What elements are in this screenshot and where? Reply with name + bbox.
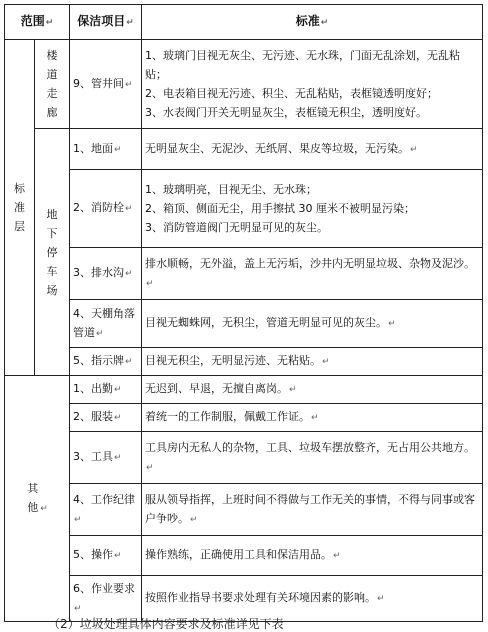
table-row [5,404,483,432]
standard-ground: 无明显灰尘、无泥沙、无纸屑、果皮等垃圾，无污染。↵ [142,129,483,170]
standard-line: 1、玻璃明亮，目视无尘、无水珠； [145,183,317,196]
standard-line: 1、玻璃门目视无灰尘、无污迹、无水珠，门面无乱涂划，无乱粘贴； [145,49,460,81]
table-row [5,40,483,129]
table-row [5,170,483,248]
standard-ditch: 排水顺畅，无外溢，盖上无污垢，沙井内无明显垃圾、杂物及泥沙。↵ [142,248,483,300]
standards-table [4,4,483,622]
item-uniform: 2、服装↵ [70,404,142,432]
standard-sign: 目视无积尘，无明显污迹、无粘贴。↵ [142,348,483,376]
standard-shaft [142,40,483,129]
standard-tools: 工具房内无私人的杂物，工具、垃圾车摆放整齐，无占用公共地方。↵ [142,432,483,484]
item-shaft: 9、管井间↵ [70,40,142,129]
table-row [5,536,483,576]
item-hydrant: 2、消防栓↵ [70,170,142,248]
header-standard: 标准↵ [142,5,483,40]
item-operation: 5、操作↵ [70,536,142,576]
standard-operation: 操作熟练，正确使用工具和保洁用品。↵ [142,536,483,576]
table-row [5,484,483,536]
standard-hydrant [142,170,483,248]
group-other: 其他 ↵ [5,376,70,622]
table-row [5,376,483,404]
table-row [5,348,483,376]
item-sign: 5、指示牌↵ [70,348,142,376]
next-section-caption: （2）垃圾处理具体内容要求及标准详见下表 [48,617,284,631]
table-row [5,248,483,300]
standard-line: 3、水表阀门开关无明显灰尘，表框镜无积尘，透明度好。 [145,106,427,119]
header-item: 保洁项目↵ [70,5,142,40]
item-ditch: 3、排水沟↵ [70,248,142,300]
group-corridor: 楼道走廊 [35,40,70,129]
standard-discipline: 服从领导指挥，上班时间不得做与工作无关的事情，不得与同事或客户争吵。↵ [142,484,483,536]
table-row [5,129,483,170]
item-ceiling: 4、天棚角落管道↵ [70,300,142,348]
standard-ceiling: 目视无蜘蛛网，无积尘，管道无明显可见的灰尘。↵ [142,300,483,348]
standard-line: 3、消防管道阀门无明显可见的灰尘。 [145,221,328,234]
table-row [5,432,483,484]
group-parking: 地下停车场 [35,129,70,376]
item-tools: 3、工具↵ [70,432,142,484]
group-standard-floor: 标准层 [5,40,35,376]
item-attendance: 1、出勤↵ [70,376,142,404]
standard-line: 2、电表箱目视无污迹、积尘、无乱粘贴，表框镜透明度好； [145,87,438,100]
item-requirement: 6、作业要求↵ [70,576,142,622]
item-ground: 1、地面↵ [70,129,142,170]
header-row [5,5,483,40]
standard-line: 2、箱顶、侧面无尘，用手擦拭 30 厘米不被明显污染； [145,202,415,215]
standard-requirement: 按照作业指导书要求处理有关环境因素的影响。↵ [142,576,483,622]
header-scope: 范围↵ [5,5,70,40]
table-row [5,300,483,348]
standard-uniform: 着统一的工作制服，佩戴工作证。↵ [142,404,483,432]
item-discipline: 4、工作纪律↵ [70,484,142,536]
standard-attendance: 无迟到、早退，无擅自离岗。↵ [142,376,483,404]
